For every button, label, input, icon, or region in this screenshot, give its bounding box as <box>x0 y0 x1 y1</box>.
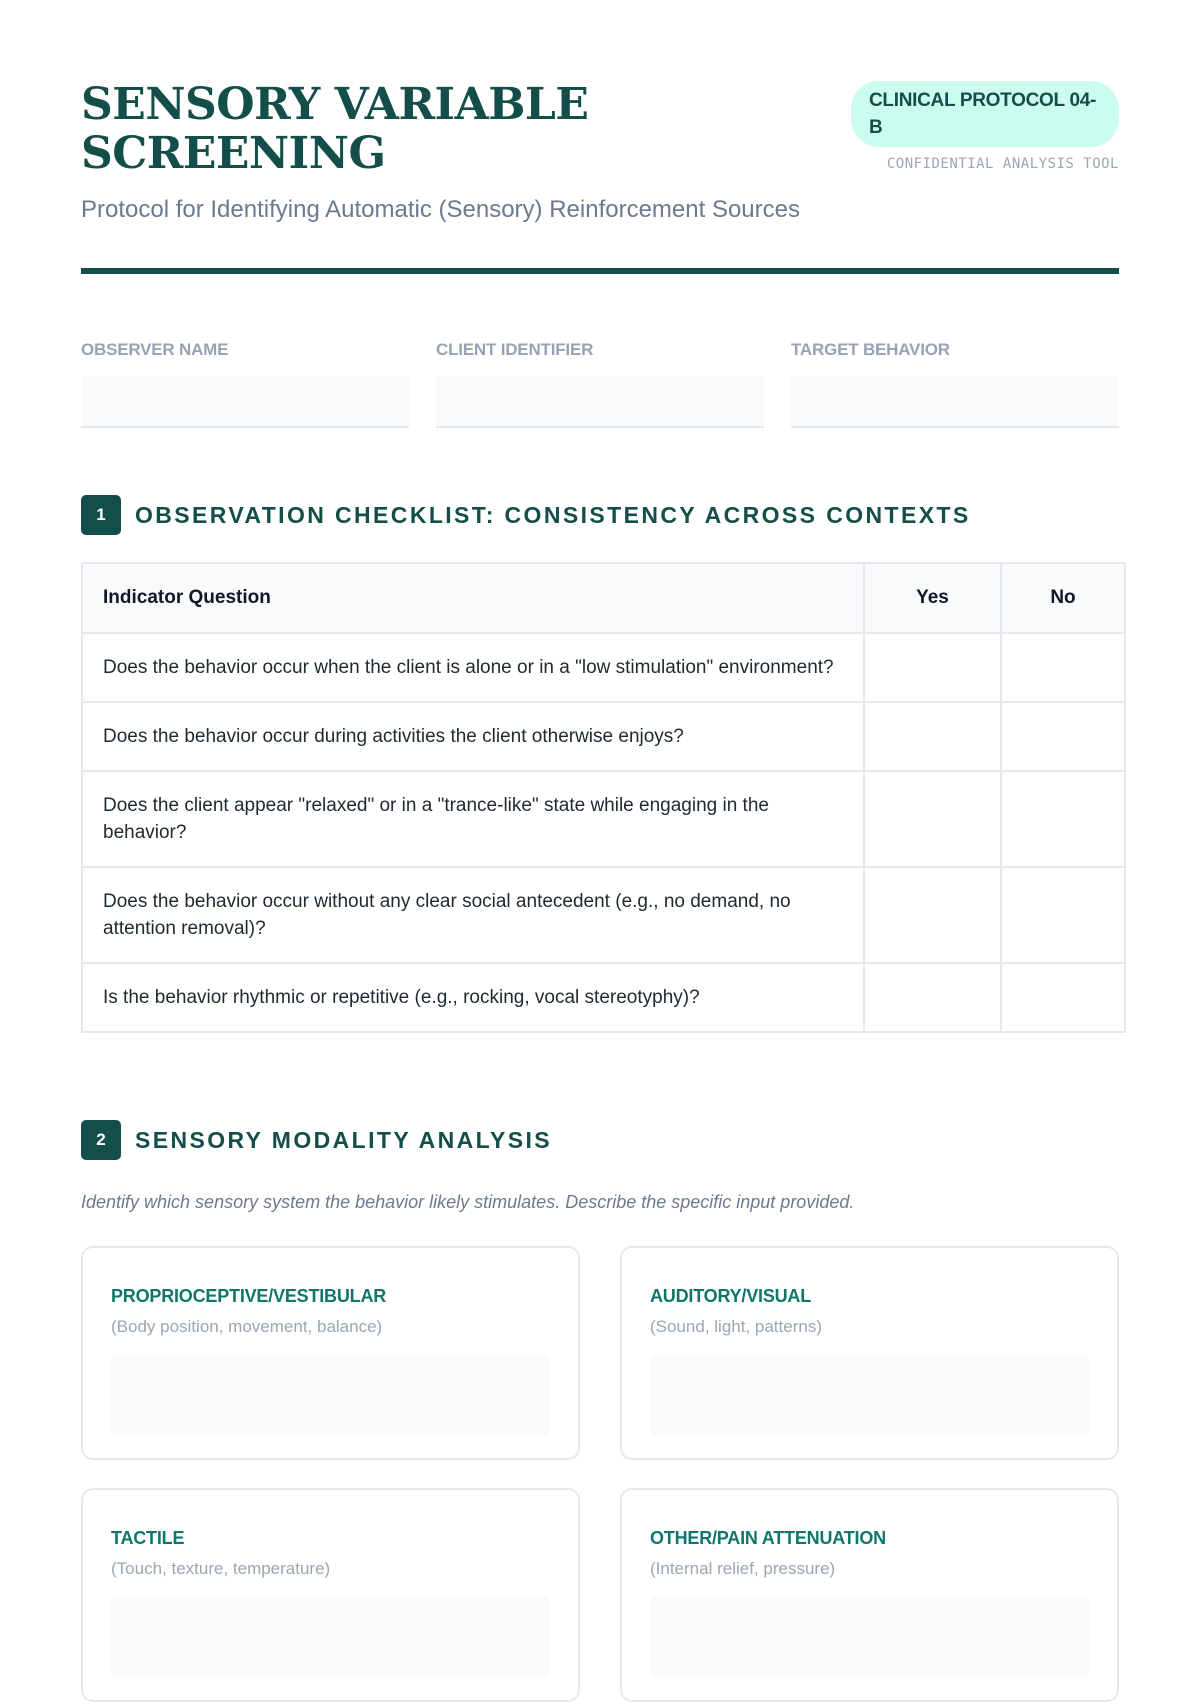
confidential-label: CONFIDENTIAL ANALYSIS TOOL <box>886 156 1119 172</box>
table-row <box>82 963 1125 1032</box>
no-checkbox-cell[interactable] <box>1001 963 1125 1032</box>
target-behavior-input[interactable] <box>791 376 1119 428</box>
target-behavior-field <box>791 340 1119 428</box>
protocol-badge: CLINICAL PROTOCOL 04-B <box>851 81 1119 147</box>
table-row <box>82 771 1125 867</box>
indicator-question: Does the client appear "relaxed" or in a "trance-like" state while engaging in the behavior? <box>82 771 864 867</box>
indicator-question: Does the behavior occur without any clear social antecedent (e.g., no demand, no attention removal)? <box>82 867 864 963</box>
checklist-table <box>81 562 1126 1033</box>
section-1-header <box>81 495 971 535</box>
section-1-number: 1 <box>81 495 121 535</box>
no-checkbox-cell[interactable] <box>1001 867 1125 963</box>
section-2-title: SENSORY MODALITY ANALYSIS <box>135 1126 552 1153</box>
yes-checkbox-cell[interactable] <box>864 702 1001 771</box>
title-line-2: SCREENING <box>81 128 386 179</box>
card-description: (Touch, texture, temperature) <box>111 1559 331 1578</box>
indicator-question: Does the behavior occur when the client is alone or in a "low stimulation" environment? <box>82 633 864 702</box>
card-title: AUDITORY/VISUAL <box>650 1286 812 1306</box>
table-row <box>82 633 1125 702</box>
page-subtitle: Protocol for Identifying Automatic (Sensory) Reinforcement Sources <box>81 196 800 223</box>
card-description: (Body position, movement, balance) <box>111 1317 383 1336</box>
modality-card-proprioceptive <box>81 1246 580 1460</box>
client-identifier-field <box>436 340 764 428</box>
header <box>81 0 1119 268</box>
header-divider <box>81 268 1119 274</box>
column-header-yes: Yes <box>864 563 1001 633</box>
column-header-question: Indicator Question <box>82 563 864 633</box>
modality-cards <box>81 1246 1119 1702</box>
section-1-title: OBSERVATION CHECKLIST: CONSISTENCY ACROSS CONTEXTS <box>135 501 971 528</box>
card-text-area[interactable] <box>111 1597 550 1677</box>
observer-name-label: OBSERVER NAME <box>81 340 229 359</box>
card-title: TACTILE <box>111 1528 185 1548</box>
yes-checkbox-cell[interactable] <box>864 963 1001 1032</box>
client-identifier-label: CLIENT IDENTIFIER <box>436 340 594 359</box>
section-2-header <box>81 1120 552 1160</box>
card-title: PROPRIOCEPTIVE/VESTIBULAR <box>111 1286 387 1306</box>
card-text-area[interactable] <box>111 1355 550 1435</box>
no-checkbox-cell[interactable] <box>1001 633 1125 702</box>
no-checkbox-cell[interactable] <box>1001 702 1125 771</box>
info-fields <box>81 340 1119 428</box>
card-title: OTHER/PAIN ATTENUATION <box>650 1528 886 1548</box>
card-description: (Sound, light, patterns) <box>650 1317 822 1336</box>
yes-checkbox-cell[interactable] <box>864 633 1001 702</box>
table-row <box>82 702 1125 771</box>
checklist-table-wrapper <box>81 562 1119 1033</box>
modality-instruction: Identify which sensory system the behavior likely stimulates. Describe the specific input provided. <box>81 1192 855 1212</box>
indicator-question: Does the behavior occur during activities the client otherwise enjoys? <box>82 702 864 771</box>
target-behavior-label: TARGET BEHAVIOR <box>791 340 950 359</box>
card-description: (Internal relief, pressure) <box>650 1559 836 1578</box>
modality-card-other-pain <box>620 1488 1119 1702</box>
title-line-1: SENSORY VARIABLE <box>81 79 589 130</box>
indicator-question: Is the behavior rhythmic or repetitive (e.g., rocking, vocal stereotyphy)? <box>82 963 864 1032</box>
modality-card-auditory-visual <box>620 1246 1119 1460</box>
column-header-no: No <box>1001 563 1125 633</box>
yes-checkbox-cell[interactable] <box>864 867 1001 963</box>
table-header-row <box>82 563 1125 633</box>
observer-name-field <box>81 340 409 428</box>
section-2-number: 2 <box>81 1120 121 1160</box>
client-identifier-input[interactable] <box>436 376 764 428</box>
no-checkbox-cell[interactable] <box>1001 771 1125 867</box>
card-text-area[interactable] <box>650 1355 1089 1435</box>
modality-card-tactile <box>81 1488 580 1702</box>
table-row <box>82 867 1125 963</box>
page-title <box>81 80 701 178</box>
card-text-area[interactable] <box>650 1597 1089 1677</box>
observer-name-input[interactable] <box>81 376 409 428</box>
yes-checkbox-cell[interactable] <box>864 771 1001 867</box>
